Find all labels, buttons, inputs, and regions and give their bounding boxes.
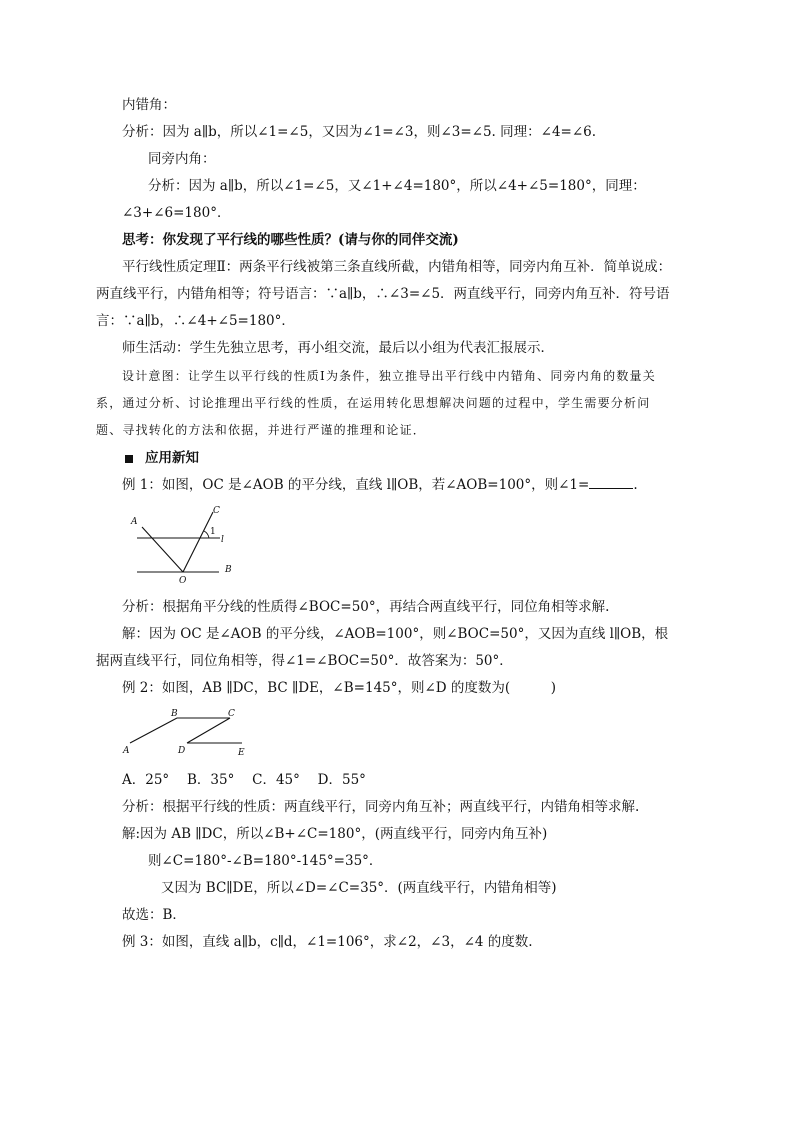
example-1-text: 例 1：如图，OC 是∠AOB 的平分线，直线 l∥OB，若∠AOB=100°，则∠1=	[122, 477, 590, 493]
analysis-same-side-cont: ∠3+∠6=180°．	[122, 205, 231, 221]
example-1-question: 例 1：如图，OC 是∠AOB 的平分线，直线 l∥OB，若∠AOB=100°，则∠1= .	[122, 477, 638, 493]
think-prompt: 思考：你发现了平行线的哪些性质？(请与你的同伴交流)	[122, 232, 459, 248]
theorem-line-3: 言：∵a∥b，∴∠4+∠5=180°．	[96, 313, 295, 329]
label-A: A	[131, 517, 138, 527]
example-2-solution-2: 则∠C=180°-∠B=180°-145°=35°．	[148, 853, 383, 869]
label-B: B	[225, 565, 232, 575]
label-E: E	[238, 748, 245, 758]
heading-same-side: 同旁内角：	[148, 151, 216, 167]
label-C: C	[228, 709, 235, 719]
analysis-same-side: 分析：因为 a∥b，所以∠1=∠5，又∠1+∠4=180°，所以∠4+∠5=180°，同理：	[148, 178, 646, 194]
label-B: B	[171, 709, 178, 719]
figure-2	[120, 706, 260, 758]
heading-inner-alternate: 内错角：	[122, 97, 176, 113]
design-intent-1: 设计意图：让学生以平行线的性质Ⅰ为条件，独立推导出平行线中内错角、同旁内角的数量关	[122, 369, 656, 383]
answer-blank	[589, 476, 633, 489]
example-1-solution-2: 据两直线平行，同位角相等，得∠1=∠BOC=50°．故答案为：50°．	[96, 653, 513, 669]
example-3-question: 例 3：如图，直线 a∥b，c∥d，∠1=106°，求∠2，∠3，∠4 的度数.	[122, 934, 533, 950]
theorem-line-2: 两直线平行，内错角相等；符号语言：∵a∥b，∴∠3=∠5．两直线平行，同旁内角互补．符号语	[96, 286, 670, 302]
design-intent-2: 系，通过分析、讨论推理出平行线的性质，在运用转化思想解决问题的过程中，学生需要分析问	[96, 396, 651, 410]
theorem-line-1: 平行线性质定理Ⅱ：两条平行线被第三条直线所截，内错角相等，同旁内角互补．简单说成：	[122, 259, 672, 275]
label-l: l	[221, 535, 224, 545]
example-2-question: 例 2：如图，AB ∥DC，BC ∥DE，∠B=145°，则∠D 的度数为( )	[122, 680, 556, 696]
example-1-analysis: 分析：根据角平分线的性质得∠BOC=50°，再结合两直线平行，同位角相等求解.	[122, 599, 610, 615]
example-2-analysis: 分析：根据平行线的性质：两直线平行，同旁内角互补；两直线平行，内错角相等求解.	[122, 799, 640, 815]
section-apply-heading: 应用新知	[145, 450, 199, 466]
label-D: D	[178, 746, 186, 756]
section-bullet-icon	[125, 455, 133, 463]
design-intent-3: 题、寻找转化的方法和依据，并进行严谨的推理和论证．	[96, 423, 427, 437]
label-C: C	[213, 506, 220, 516]
example-2-answer: 故选：B．	[122, 907, 186, 923]
analysis-inner-alternate: 分析：因为 a∥b，所以∠1=∠5，又因为∠1=∠3，则∠3=∠5. 同理：∠4=∠6.	[122, 124, 597, 140]
example-2-choices: A．25° B．35° C．45° D．55°	[122, 772, 366, 788]
label-O: O	[179, 576, 187, 586]
example-1-solution-1: 解：因为 OC 是∠AOB 的平分线，∠AOB=100°，则∠BOC=50°，又因为直线 l∥OB，根	[122, 626, 669, 642]
label-A: A	[123, 746, 130, 756]
example-2-solution-3: 又因为 BC∥DE，所以∠D=∠C=35°．(两直线平行，内错角相等)	[161, 880, 557, 896]
figure-1	[125, 502, 245, 586]
activity-text: 师生活动：学生先独立思考，再小组交流，最后以小组为代表汇报展示．	[122, 340, 554, 356]
example-2-solution-1: 解:因为 AB ∥DC，所以∠B+∠C=180°，(两直线平行，同旁内角互补)	[122, 826, 548, 842]
label-angle-1: 1	[210, 527, 216, 537]
